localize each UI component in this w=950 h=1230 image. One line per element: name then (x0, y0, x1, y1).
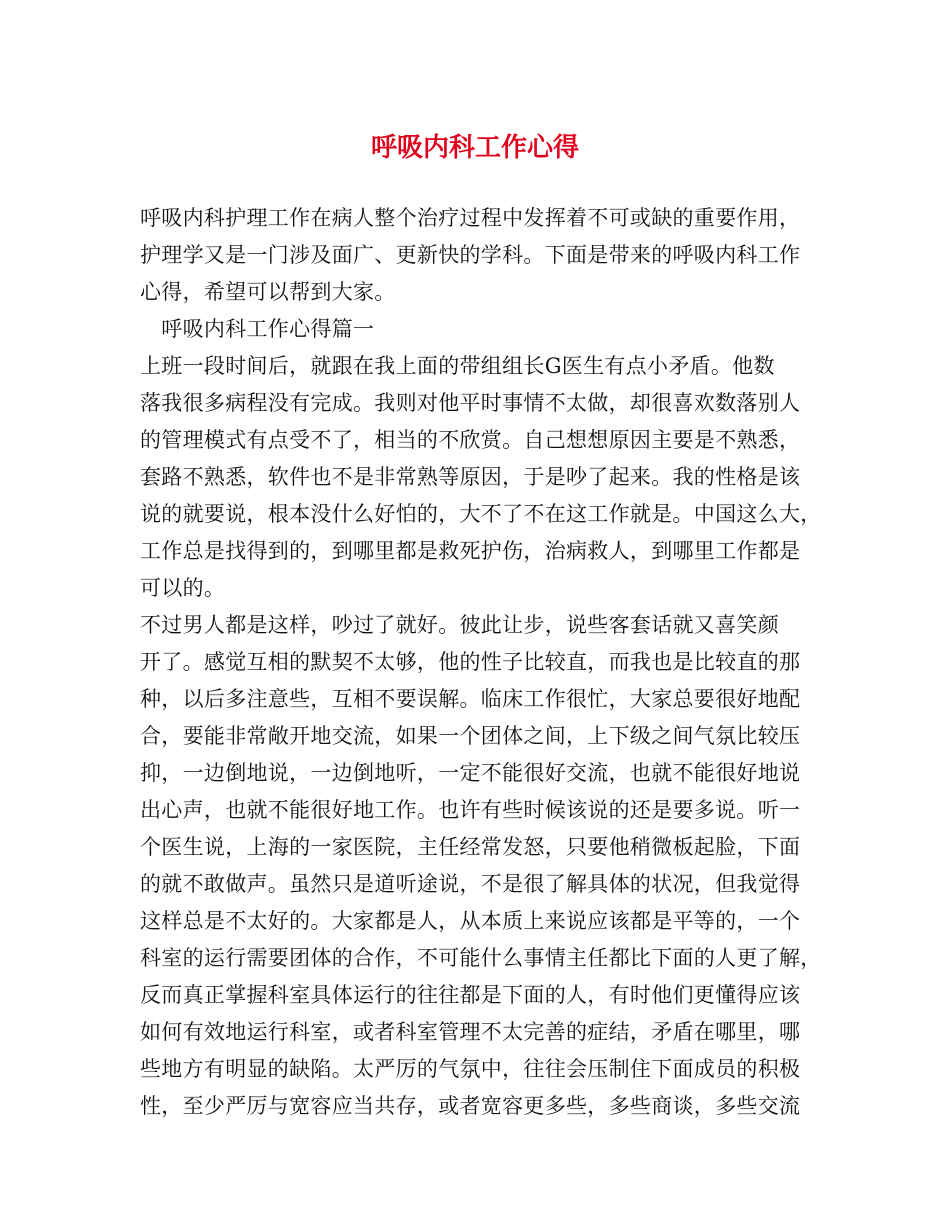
text-line: 如何有效地运行科室，或者科室管理不太完善的症结，矛盾在哪里，哪 (140, 1020, 801, 1044)
document-body (140, 200, 840, 1125)
text-line: 性，至少严厉与宽容应当共存，或者宽容更多些，多些商谈，多些交流 (140, 1094, 801, 1118)
text-line: 科室的运行需要团体的合作，不可能什么事情主任都比下面的人更了解， (140, 946, 822, 970)
text-line: 种，以后多注意些，互相不要误解。临床工作很忙，大家总要很好地配 (140, 687, 801, 711)
text-line: 工作总是找得到的，到哪里都是救死护伤，治病救人，到哪里工作都是 (140, 539, 801, 563)
document-title: 呼吸内科工作心得 (370, 133, 579, 163)
text-line: 说的就要说，根本没什么好怕的，大不了不在这工作就是。中国这么大， (140, 502, 822, 526)
text-line: 出心声，也就不能很好地工作。也许有些时候该说的还是要多说。听一 (140, 798, 801, 822)
text-line: 反而真正掌握科室具体运行的往往都是下面的人，有时他们更懂得应该 (140, 983, 801, 1007)
text-line: 落我很多病程没有完成。我则对他平时事情不太做，却很喜欢数落别人 (140, 391, 801, 415)
text-line: 不过男人都是这样，吵过了就好。彼此让步，说些客套话就又喜笑颜 (140, 613, 779, 637)
text-line: 护理学又是一门涉及面广、更新快的学科。下面是带来的呼吸内科工作 (140, 243, 801, 267)
text-line: 的管理模式有点受不了，相当的不欣赏。自己想想原因主要是不熟悉， (140, 428, 801, 452)
text-line: 这样总是不太好的。大家都是人，从本质上来说应该都是平等的，一个 (140, 909, 801, 933)
text-line: 心得，希望可以帮到大家。 (140, 280, 396, 304)
text-line: 抑，一边倒地说，一边倒地听，一定不能很好交流，也就不能很好地说 (140, 761, 801, 785)
text-line: 的就不敢做声。虽然只是道听途说，不是很了解具体的状况，但我觉得 (140, 872, 801, 896)
text-line: 呼吸内科工作心得篇一 (140, 317, 375, 341)
text-line: 可以的。 (140, 576, 226, 600)
text-line: 上班一段时间后，就跟在我上面的带组组长G医生有点小矛盾。他数 (140, 354, 775, 378)
text-line: 个医生说，上海的一家医院，主任经常发怒，只要他稍微板起脸，下面 (140, 835, 801, 859)
text-line: 开了。感觉互相的默契不太够，他的性子比较直，而我也是比较直的那 (140, 650, 801, 674)
text-line: 合，要能非常敞开地交流，如果一个团体之间，上下级之间气氛比较压 (140, 724, 801, 748)
text-line: 些地方有明显的缺陷。太严厉的气氛中，往往会压制住下面成员的积极 (140, 1057, 801, 1081)
text-line: 套路不熟悉，软件也不是非常熟等原因，于是吵了起来。我的性格是该 (140, 465, 801, 489)
text-line: 呼吸内科护理工作在病人整个治疗过程中发挥着不可或缺的重要作用， (140, 206, 801, 230)
